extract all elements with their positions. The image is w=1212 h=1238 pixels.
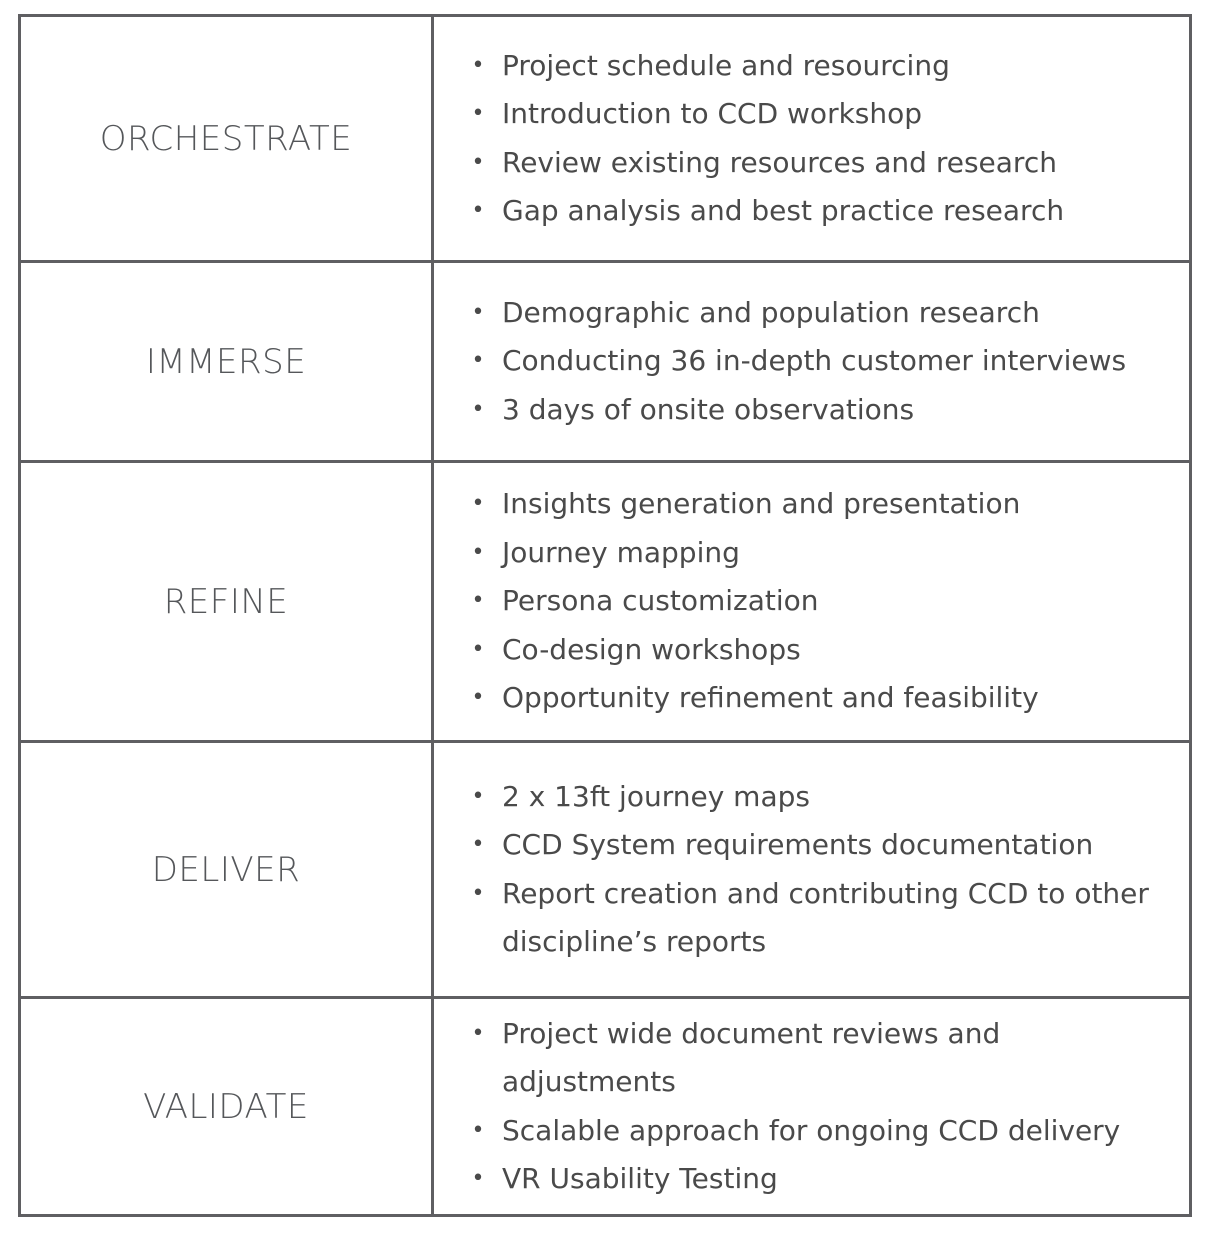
list-item	[462, 1010, 1159, 1107]
activity-text: VR Usability Testing	[502, 1162, 778, 1195]
list-item	[462, 90, 1159, 139]
bullet-icon: •	[471, 1117, 485, 1143]
bullet-icon: •	[471, 198, 485, 223]
activity-text: Introduction to CCD workshop	[502, 97, 923, 130]
phase-row-immerse	[20, 262, 1191, 462]
list-item	[462, 870, 1159, 967]
list-item	[462, 1155, 1159, 1204]
list-item	[462, 480, 1159, 529]
list-item	[462, 773, 1159, 822]
bullet-icon: •	[471, 101, 485, 126]
bullet-icon: •	[471, 1020, 485, 1046]
bullet-icon: •	[471, 1166, 485, 1191]
phase-table	[18, 14, 1192, 1217]
list-item	[462, 187, 1159, 236]
phase-row-orchestrate	[20, 16, 1191, 262]
bullet-icon: •	[471, 299, 485, 325]
bullet-icon: •	[471, 396, 485, 422]
activities-cell	[433, 262, 1191, 462]
bullet-icon: •	[471, 588, 485, 614]
activity-text: CCD System requirements documentation	[502, 828, 1094, 861]
bullet-icon: •	[471, 539, 485, 565]
activity-text: Co-design workshops	[502, 632, 801, 666]
list-item	[462, 386, 1159, 435]
activity-text: Persona customization	[502, 584, 819, 618]
list-item	[462, 337, 1159, 386]
phase-cell	[20, 998, 433, 1216]
activity-text: Conducting 36 in-depth customer interviews	[502, 344, 1127, 378]
activity-text: Project wide document reviews and adjustments	[502, 1016, 1001, 1098]
activity-list	[462, 480, 1159, 723]
phase-cell	[20, 262, 433, 462]
bullet-icon: •	[471, 880, 485, 906]
bullet-icon: •	[471, 149, 485, 175]
list-item	[462, 139, 1159, 188]
activity-text: 2 x 13ft journey maps	[502, 779, 810, 813]
phase-name: ORCHESTRATE	[99, 118, 353, 159]
activity-list	[462, 1010, 1159, 1204]
activity-text: Demographic and population research	[502, 295, 1040, 329]
bullet-icon: •	[471, 783, 485, 809]
phase-name: VALIDATE	[143, 1086, 309, 1127]
activity-text: Journey mapping	[502, 535, 740, 569]
activity-text: Insights generation and presentation	[502, 487, 1021, 521]
bullet-icon: •	[471, 491, 485, 517]
activity-text: Opportunity refinement and feasibility	[502, 681, 1039, 715]
activities-cell	[433, 462, 1191, 742]
activities-cell	[433, 16, 1191, 262]
activity-text: Project schedule and resourcing	[502, 48, 950, 82]
activity-text: Report creation and contributing CCD to other discipline’s reports	[502, 876, 1149, 958]
activity-list	[462, 289, 1159, 435]
list-item	[462, 42, 1159, 91]
bullet-icon: •	[471, 636, 485, 662]
phase-cell	[20, 16, 433, 262]
phase-row-refine	[20, 462, 1191, 742]
phase-name: IMMERSE	[145, 341, 307, 382]
phase-cell	[20, 742, 433, 998]
activity-list	[462, 773, 1159, 967]
activities-cell	[433, 998, 1191, 1216]
list-item	[462, 289, 1159, 338]
phase-cell	[20, 462, 433, 742]
activity-text: Scalable approach for ongoing CCD delivery	[502, 1113, 1121, 1147]
bullet-icon: •	[471, 348, 485, 374]
phase-name: DELIVER	[151, 849, 301, 890]
list-item	[462, 529, 1159, 578]
bullet-icon: •	[471, 685, 485, 711]
list-item	[462, 1107, 1159, 1156]
phase-row-validate	[20, 998, 1191, 1216]
activity-text: 3 days of onsite observations	[502, 392, 915, 426]
list-item	[462, 674, 1159, 723]
phase-row-deliver	[20, 742, 1191, 998]
activities-cell	[433, 742, 1191, 998]
activity-list	[462, 42, 1159, 236]
list-item	[462, 626, 1159, 675]
bullet-icon: •	[471, 52, 485, 78]
list-item	[462, 577, 1159, 626]
phase-name: REFINE	[163, 581, 289, 622]
list-item	[462, 821, 1159, 870]
activity-text: Review existing resources and research	[502, 145, 1057, 179]
activity-text: Gap analysis and best practice research	[502, 194, 1065, 227]
bullet-icon: •	[471, 832, 485, 857]
